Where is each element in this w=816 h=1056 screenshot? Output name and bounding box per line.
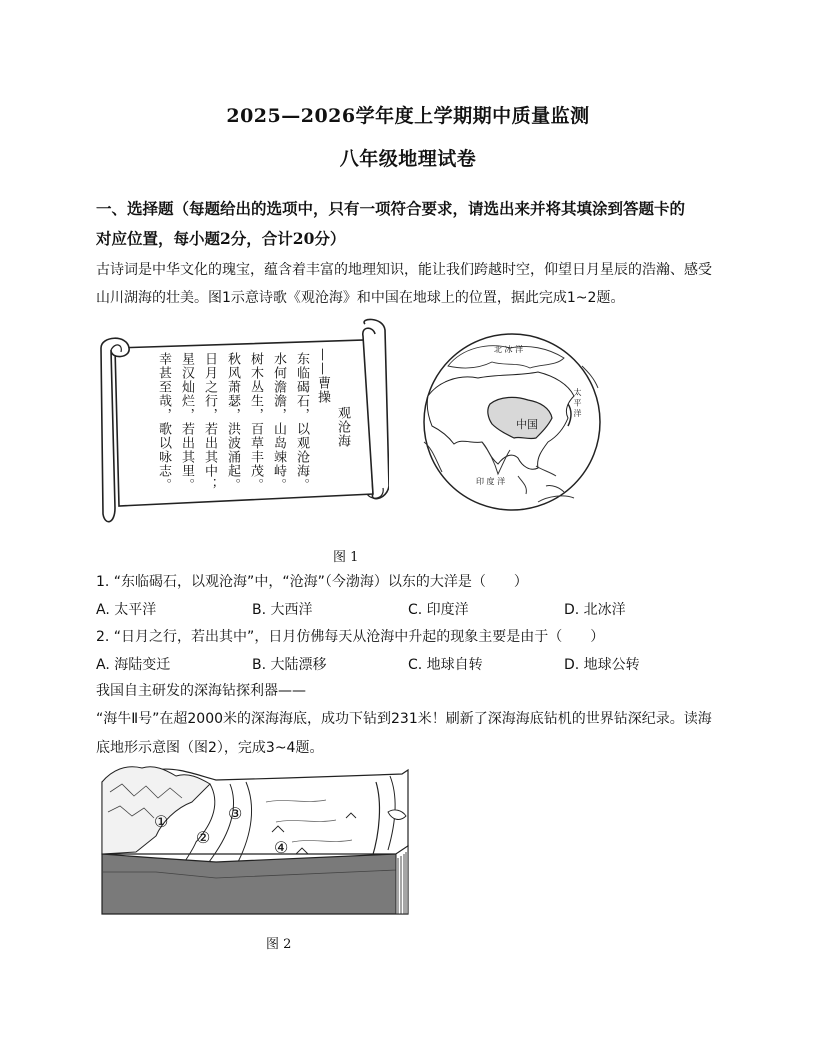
poem-line: 水何澹澹，山岛竦峙。 <box>271 352 286 492</box>
q1-option-a[interactable]: A. 太平洋 <box>96 602 157 618</box>
intro2-line2: “海牛Ⅱ号”在超2000米的深海海底，成功下钻到231米！刷新了深海海底钻机的世界钻深纪录。读海 <box>96 711 712 727</box>
q2-option-d[interactable]: D. 地球公转 <box>564 657 640 673</box>
indian-ocean-label: 印 度 洋 <box>476 477 506 486</box>
figure2-caption: 图 2 <box>266 937 292 952</box>
question-2-stem: 2. “日月之行，若出其中”，日月仿佛每天从沧海中升起的现象主要是由于（ ） <box>96 629 605 645</box>
poem-line: 秋风萧瑟，洪波涌起。 <box>225 352 240 492</box>
diagram-label-4: ④ <box>274 838 289 857</box>
diagram-label-2: ② <box>196 828 211 847</box>
q2-option-a[interactable]: A. 海陆变迁 <box>96 657 171 673</box>
section-heading-line2: 对应位置，每小题2分，合计20分） <box>96 229 346 248</box>
intro-line1: 古诗词是中华文化的瑰宝，蕴含着丰富的地理知识，能让我们跨越时空，仰望日月星辰的浩瀚、感受 <box>96 262 712 278</box>
poem-line: 东临碣石，以观沧海。 <box>294 352 309 492</box>
question-1-stem: 1. “东临碣石，以观沧海”中，“沧海”（今渤海）以东的大洋是（ ） <box>96 574 528 590</box>
exam-subtitle: 八年级地理试卷 <box>339 148 477 170</box>
q1-option-b[interactable]: B. 大西洋 <box>252 602 313 618</box>
intro2-line1: 我国自主研发的深海钻探利器—— <box>96 683 306 699</box>
china-label: 中国 <box>516 418 538 431</box>
pacific-ocean-label: 太 平 洋 <box>573 388 582 418</box>
globe-map <box>418 326 606 518</box>
intro2-line3: 底地形示意图（图2），完成3~4题。 <box>96 740 324 756</box>
poem-author: ——曹操 <box>315 348 330 404</box>
poem-line: 幸甚至哉，歌以咏志。 <box>156 352 171 492</box>
poem-line: 日月之行，若出其中； <box>202 352 217 492</box>
q1-option-c[interactable]: C. 印度洋 <box>408 602 469 618</box>
diagram-label-1: ① <box>154 812 169 831</box>
seafloor-diagram <box>96 762 432 920</box>
poem-title: 观沧海 <box>335 406 350 448</box>
poem-line: 星汉灿烂，若出其里。 <box>179 352 194 492</box>
poem-scroll <box>97 318 389 528</box>
exam-title: 2025—2026学年度上学期期中质量监测 <box>226 105 590 127</box>
figure1-caption: 图 1 <box>333 550 359 565</box>
q2-option-b[interactable]: B. 大陆漂移 <box>252 657 327 673</box>
q1-option-d[interactable]: D. 北冰洋 <box>564 602 626 618</box>
seafloor-drawing <box>96 762 432 920</box>
diagram-label-3: ③ <box>228 804 243 823</box>
section-heading-line1: 一、选择题（每题给出的选项中，只有一项符合要求，请选出来并将其填涂到答题卡的 <box>96 199 686 218</box>
intro-line2: 山川湖海的壮美。图1示意诗歌《观沧海》和中国在地球上的位置，据此完成1~2题。 <box>96 290 625 306</box>
poem-line: 树木丛生，百草丰茂。 <box>248 352 263 492</box>
arctic-ocean-label: 北 冰 洋 <box>494 345 524 354</box>
q2-option-c[interactable]: C. 地球自转 <box>408 657 483 673</box>
